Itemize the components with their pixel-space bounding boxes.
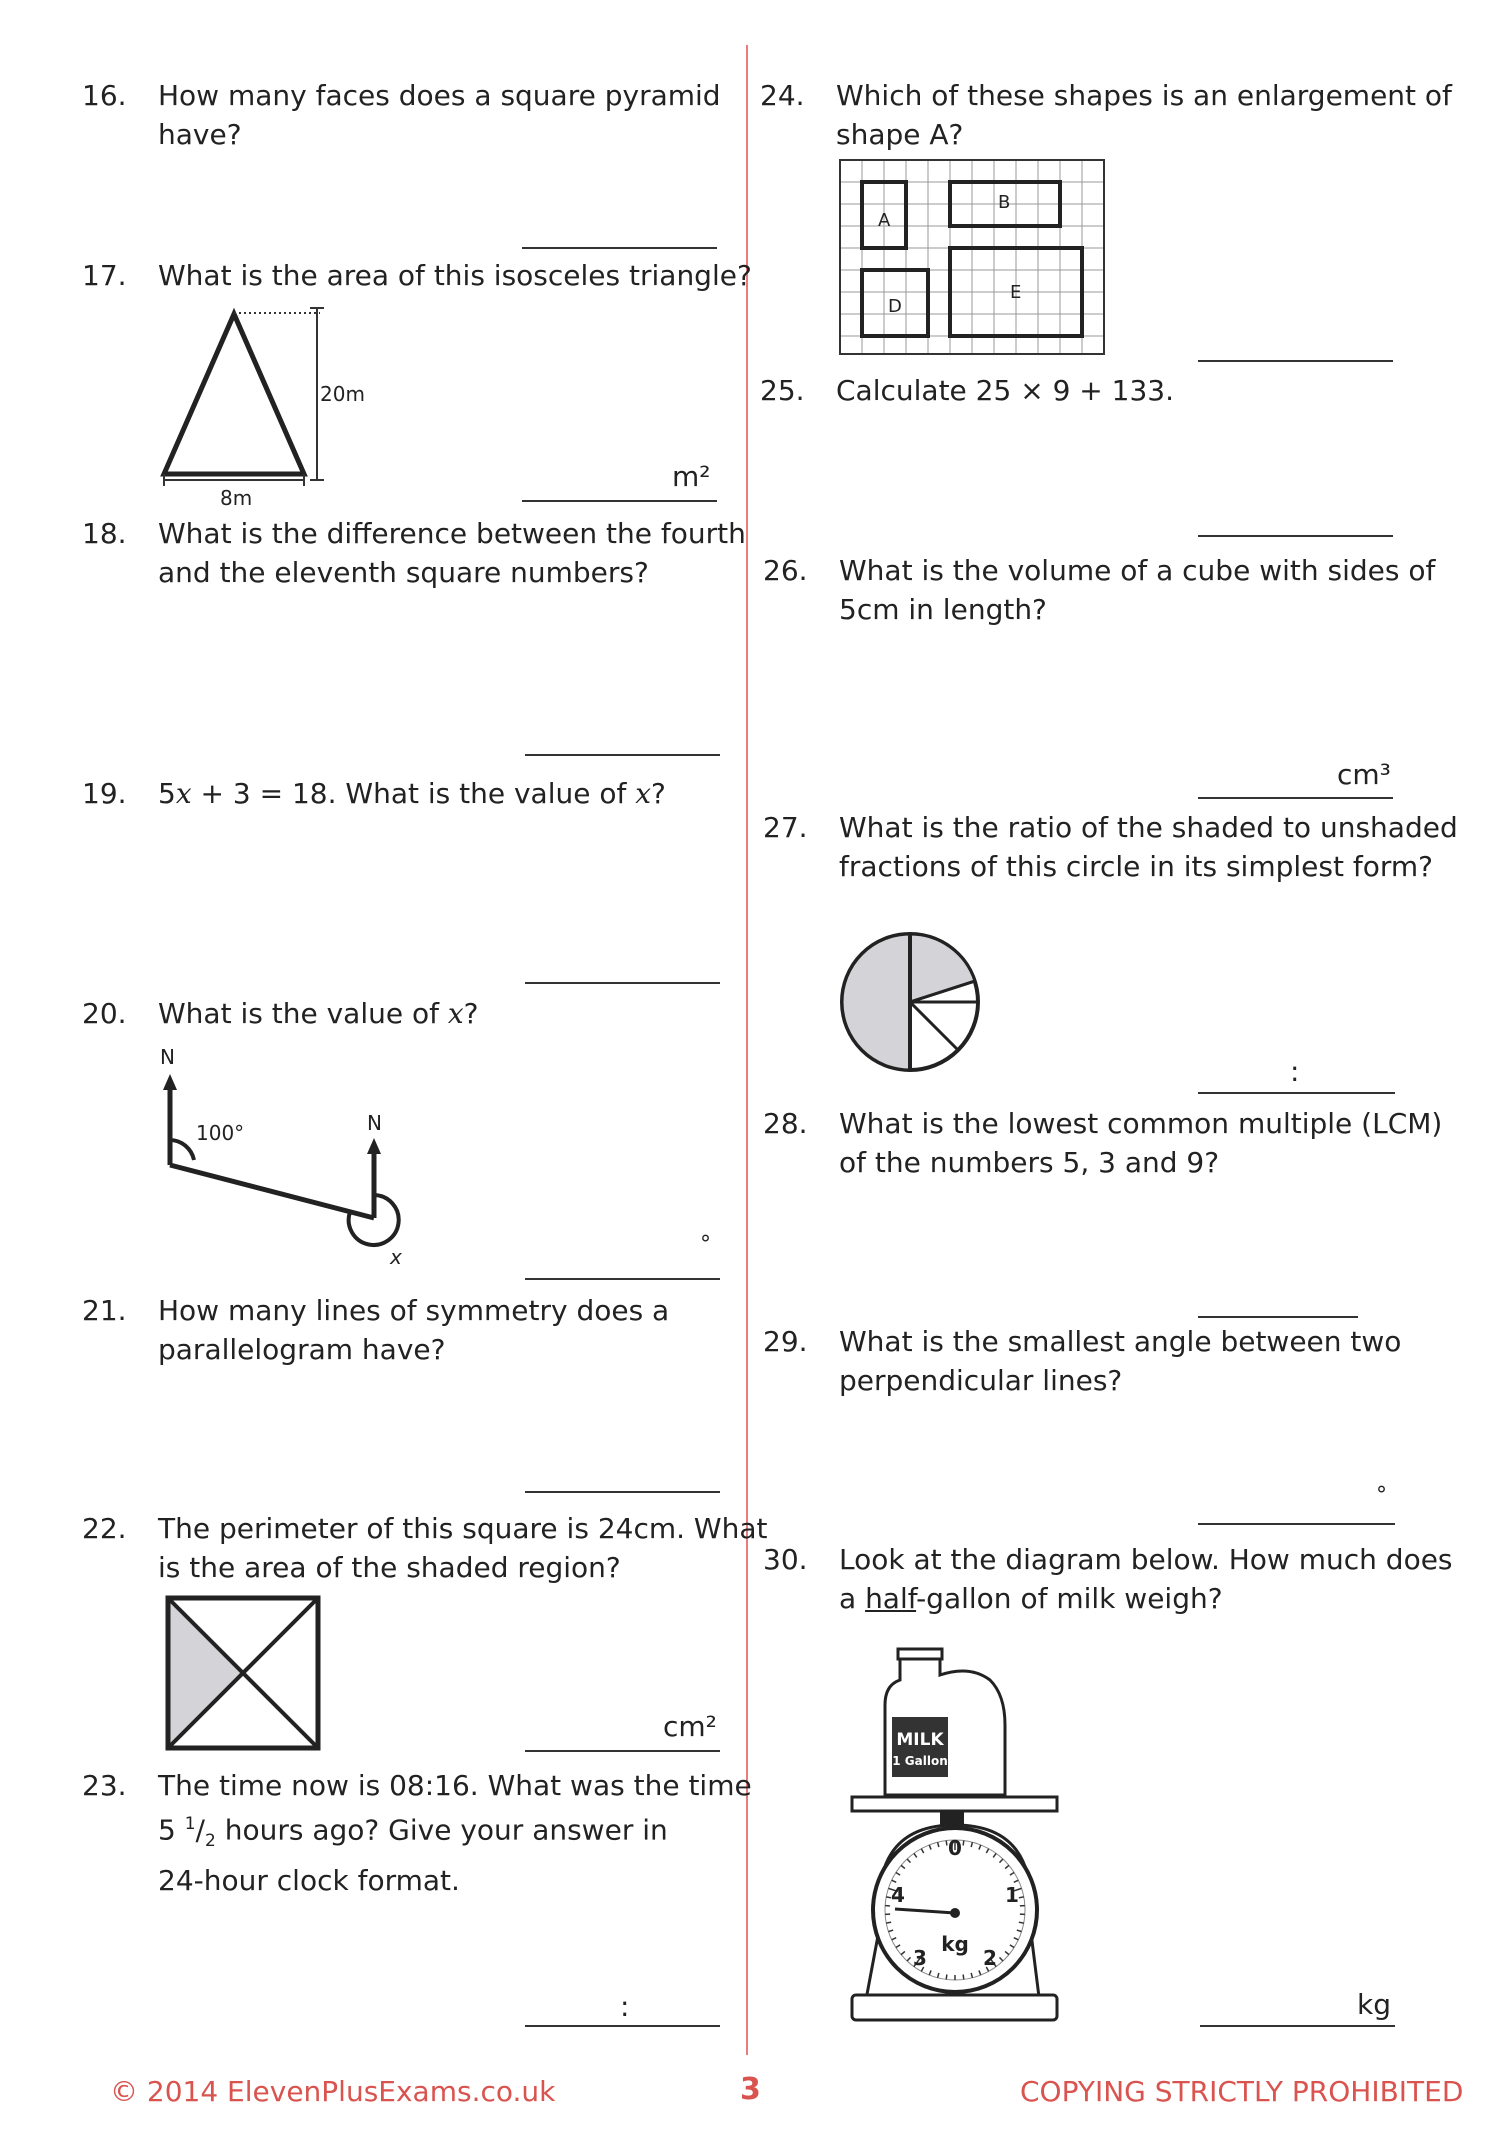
question-text: Calculate 25 × 9 + 133. <box>836 374 1174 407</box>
grid-lines <box>840 160 1104 354</box>
answer-unit: ° <box>700 1232 711 1257</box>
answer-line-30[interactable] <box>1200 2025 1395 2027</box>
question-number: 29. <box>763 1325 808 1358</box>
answer-line-18[interactable] <box>525 754 720 756</box>
question-text: The time now is 08:16. What was the time 5 $^1/_2$ hours ago? Give your answer in 24-hour clock format. <box>158 1769 752 1897</box>
answer-line-24[interactable] <box>1198 360 1393 362</box>
question-text: What is the value of x? <box>158 997 479 1030</box>
question-number: 17. <box>82 259 127 292</box>
angle-label: 100° <box>196 1121 245 1145</box>
answer-unit: kg <box>1357 1988 1391 2021</box>
answer-unit: cm³ <box>1337 758 1391 791</box>
jug-sublabel: 1 Gallon <box>892 1754 948 1768</box>
north-label: N <box>160 1045 175 1069</box>
dial-label: 0 <box>948 1836 962 1860</box>
question-number: 30. <box>763 1543 808 1576</box>
question-text: What is the area of this isosceles triangle? <box>158 259 752 292</box>
question-number: 23. <box>82 1769 127 1802</box>
answer-separator: : <box>620 1990 630 2023</box>
answer-line-27[interactable] <box>1198 1092 1395 1094</box>
question-number: 26. <box>763 554 808 587</box>
base-label: 8m <box>220 486 253 510</box>
question-text: What is the lowest common multiple (LCM) of the numbers 5, 3 and 9? <box>839 1107 1443 1179</box>
jug-label: MILK <box>896 1730 944 1750</box>
question-text: What is the difference between the fourth and the eleventh square numbers? <box>158 517 746 589</box>
answer-unit: ° <box>1376 1483 1387 1508</box>
question-number: 24. <box>760 79 805 112</box>
shaded-circle-diagram <box>838 930 988 1080</box>
question-number: 25. <box>760 374 805 407</box>
answer-line-28[interactable] <box>1198 1316 1358 1318</box>
dial-label: 4 <box>891 1883 905 1907</box>
question-text: What is the volume of a cube with sides of 5cm in length? <box>839 554 1436 626</box>
label-b: B <box>998 192 1011 213</box>
answer-line-20[interactable] <box>525 1278 720 1280</box>
answer-line-29[interactable] <box>1198 1523 1395 1525</box>
question-number: 16. <box>82 79 127 112</box>
answer-unit: m² <box>672 460 711 493</box>
column-divider <box>746 45 748 2055</box>
answer-line-17[interactable] <box>522 500 717 502</box>
question-number: 22. <box>82 1512 127 1545</box>
bearing-diagram <box>150 1040 430 1270</box>
dial-unit: kg <box>941 1932 969 1956</box>
square-shaded-diagram <box>165 1595 325 1755</box>
footer-copyright: © 2014 ElevenPlusExams.co.uk <box>110 2075 556 2108</box>
milk-scale-diagram <box>840 1625 1070 2030</box>
answer-line-21[interactable] <box>525 1491 720 1493</box>
answer-line-26[interactable] <box>1198 797 1393 799</box>
question-text: How many faces does a square pyramid have? <box>158 79 721 151</box>
question-text: The perimeter of this square is 24cm. What is the area of the shaded region? <box>158 1512 768 1584</box>
answer-line-16[interactable] <box>522 247 717 249</box>
answer-line-23[interactable] <box>525 2025 720 2027</box>
question-number: 19. <box>82 777 127 810</box>
question-number: 21. <box>82 1294 127 1327</box>
scale-dial <box>873 1828 1037 1992</box>
answer-separator: : <box>1290 1055 1300 1088</box>
x-label: x <box>390 1245 402 1269</box>
height-label: 20m <box>320 382 365 406</box>
question-text: What is the ratio of the shaded to unshaded fractions of this circle in its simplest form? <box>839 811 1458 883</box>
answer-unit: cm² <box>663 1710 717 1743</box>
question-text: What is the smallest angle between two perpendicular lines? <box>839 1325 1402 1397</box>
answer-line-22[interactable] <box>525 1750 720 1752</box>
label-e: E <box>1010 282 1022 303</box>
question-number: 20. <box>82 997 127 1030</box>
answer-line-25[interactable] <box>1198 535 1393 537</box>
question-text: Look at the diagram below. How much does a half-gallon of milk weigh? <box>839 1543 1453 1615</box>
question-number: 27. <box>763 811 808 844</box>
north-label-2: N <box>367 1111 382 1135</box>
question-number: 18. <box>82 517 127 550</box>
label-d: D <box>888 296 902 317</box>
question-text: Which of these shapes is an enlargement of shape A? <box>836 79 1452 151</box>
dial-label: 2 <box>983 1946 997 1970</box>
footer-notice: COPYING STRICTLY PROHIBITED <box>1020 2075 1464 2108</box>
isosceles-triangle-diagram <box>150 300 380 515</box>
question-text: 5x + 3 = 18. What is the value of x? <box>158 777 666 810</box>
dial-label: 3 <box>913 1946 927 1970</box>
label-a: A <box>878 210 891 231</box>
question-number: 28. <box>763 1107 808 1140</box>
dial-label: 1 <box>1005 1883 1019 1907</box>
enlargement-grid-diagram <box>838 158 1108 358</box>
question-text: How many lines of symmetry does a parallelogram have? <box>158 1294 670 1366</box>
answer-line-19[interactable] <box>525 982 720 984</box>
page-number: 3 <box>740 2072 761 2107</box>
